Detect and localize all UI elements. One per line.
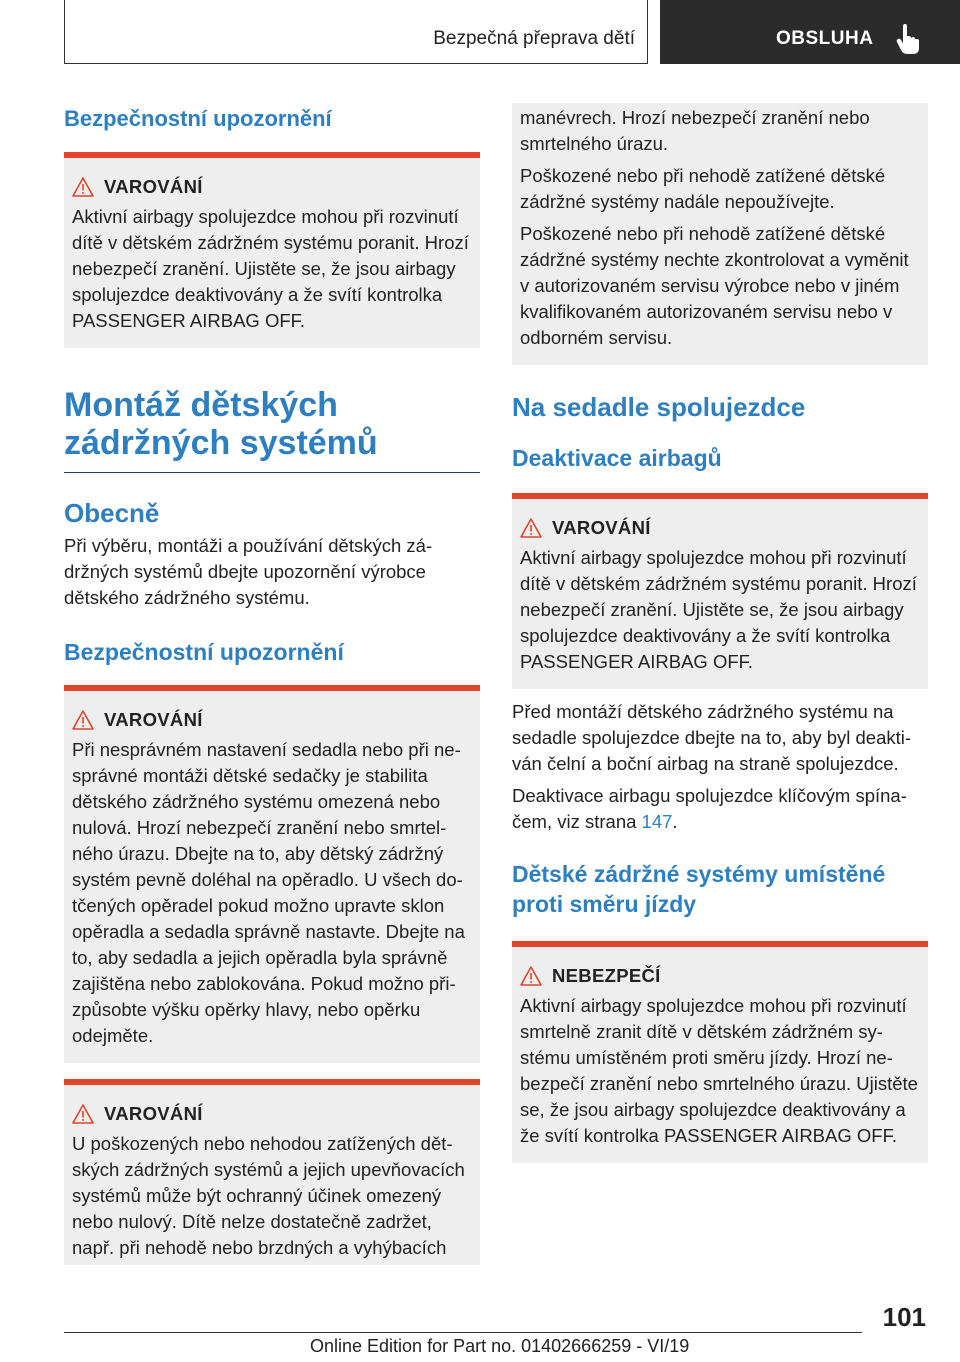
warning-box — [64, 685, 480, 1063]
warning-title: VAROVÁNÍ — [104, 709, 203, 730]
warning-continued-text: manévrech. Hrozí nebezpečí zranění nebo smrtelného úrazu. — [520, 107, 870, 154]
warning-triangle-icon — [72, 1104, 94, 1124]
warning-triangle-icon — [520, 518, 542, 538]
general-heading: Obecně — [64, 498, 160, 528]
airbag-deactivation-heading: Deaktivace airbagů — [512, 445, 722, 471]
rear-facing-heading: Dětské zádržné systémy umístěné proti směru jízdy — [512, 861, 886, 917]
safety-heading: Bezpečnostní upozornění — [64, 106, 332, 131]
edition-footer: Online Edition for Part no. 01402666259 - VI/19 — [310, 1336, 690, 1356]
body-text: . — [672, 811, 678, 832]
body-paragraph: Před montáží dětského zádržného systému na sedadle spolujezdce dbejte na to, aby byl deaktiván čelní a boční airbag na straně spolujezdce. — [512, 701, 912, 774]
chapter-tab — [660, 0, 960, 64]
body-paragraph — [512, 783, 928, 835]
running-header — [64, 0, 648, 64]
warning-triangle-icon — [72, 710, 94, 730]
right-column — [512, 103, 928, 1163]
warning-triangle-icon — [520, 966, 542, 986]
section-title: Bezpečná přeprava dětí — [433, 28, 635, 49]
warning-title: VAROVÁNÍ — [104, 176, 203, 197]
warning-text: U poškozených nebo nehodou zatížených dětských zádržných systémů a jejich upevňovacích systémů může být ochranný účinek omezený nebo nulový. Dítě nelze dostatečně zadržet, např. při nehodě nebo brzdných a vyhýbacích — [72, 1133, 465, 1258]
passenger-seat-heading: Na sedadle spolujezdce — [512, 392, 806, 422]
warning-title: VAROVÁNÍ — [552, 517, 651, 538]
general-text: Při výběru, montáži a používání dětských zádržných systémů dbejte upozornění výrobce dětského zádržného systému. — [64, 535, 433, 608]
body-text: Deaktivace airbagu spolujezdce klíčovým spínačem, viz strana — [512, 785, 907, 832]
chapter-heading-line2: zádržných systémů — [64, 424, 378, 462]
safety-heading-2: Bezpečnostní upozornění — [64, 639, 344, 665]
warning-box-continued — [512, 103, 928, 365]
warning-text: Při nesprávném nastavení sedadla nebo při nesprávné montáži dětské sedačky je stabilita dětského zádržného systému omezená nebo nulová. Hrozí nebezpečí zranění nebo smrtelného úrazu. Dbejte na to, aby dětský zádržný systém pevně doléhal na opěradlo. U všech dotčených opěradel pokud možno upravte sklon opěradla a sedadla správně nastavte. Dbejte na to, aby sedadla a jejich opěradla byla správně zajištěna nebo zablokována. Pokud možno přizpůsobte výšku opěrky hlavy, nebo opěrku odejměte. — [72, 739, 465, 1046]
chapter-heading-line1: Montáž dětských — [64, 386, 338, 424]
warning-box — [512, 493, 928, 689]
warning-triangle-icon — [72, 177, 94, 197]
danger-text: Aktivní airbagy spolujezdce mohou při rozvinutí smrtelně zranit dítě v dětském zádržném systému umístěném proti směru jízdy. Hrozí nebezpečí zranění nebo smrtelného úrazu. Ujistěte se, že jsou airbagy spolujezdce deaktivovány a že svítí kontrolka PASSENGER AIRBAG OFF. — [520, 995, 918, 1146]
warning-box — [64, 1079, 480, 1265]
warning-text: Aktivní airbagy spolujezdce mohou při rozvinutí dítě v dětském zádržném systému poranit. Hrozí nebezpečí zranění. Ujistěte se, že jsou airbagy spolujezdce deaktivovány a že svítí kontrolka PASSENGER AIRBAG OFF. — [72, 206, 469, 331]
warning-box — [64, 152, 480, 348]
left-column — [64, 100, 480, 1265]
danger-title: NEBEZPEČÍ — [552, 965, 661, 986]
warning-continued-text: Poškozené nebo při nehodě zatížené dětské zádržné systémy nadále nepoužívejte. — [520, 165, 886, 212]
page-number: 101 — [882, 1302, 926, 1332]
page-reference-link[interactable]: 147 — [641, 811, 673, 832]
hand-pointer-icon — [896, 24, 920, 54]
warning-title: VAROVÁNÍ — [104, 1103, 203, 1124]
warning-continued-text: Poškozené nebo při nehodě zatížené dětské zádržné systémy nechte zkontrolovat a vyměnit v autorizovaném servisu výrobce nebo v jiném kvalifikovaném autorizovaném servisu nebo v odborném servisu. — [520, 223, 909, 348]
warning-text: Aktivní airbagy spolujezdce mohou při rozvinutí dítě v dětském zádržném systému poranit. Hrozí nebezpečí zranění. Ujistěte se, že jsou airbagy spolujezdce deaktivovány a že svítí kontrolka PASSENGER AIRBAG OFF. — [520, 547, 917, 672]
chapter-title: OBSLUHA — [776, 28, 874, 49]
chapter-heading-block — [64, 386, 480, 473]
danger-box — [512, 941, 928, 1163]
footer-divider — [64, 1332, 862, 1333]
